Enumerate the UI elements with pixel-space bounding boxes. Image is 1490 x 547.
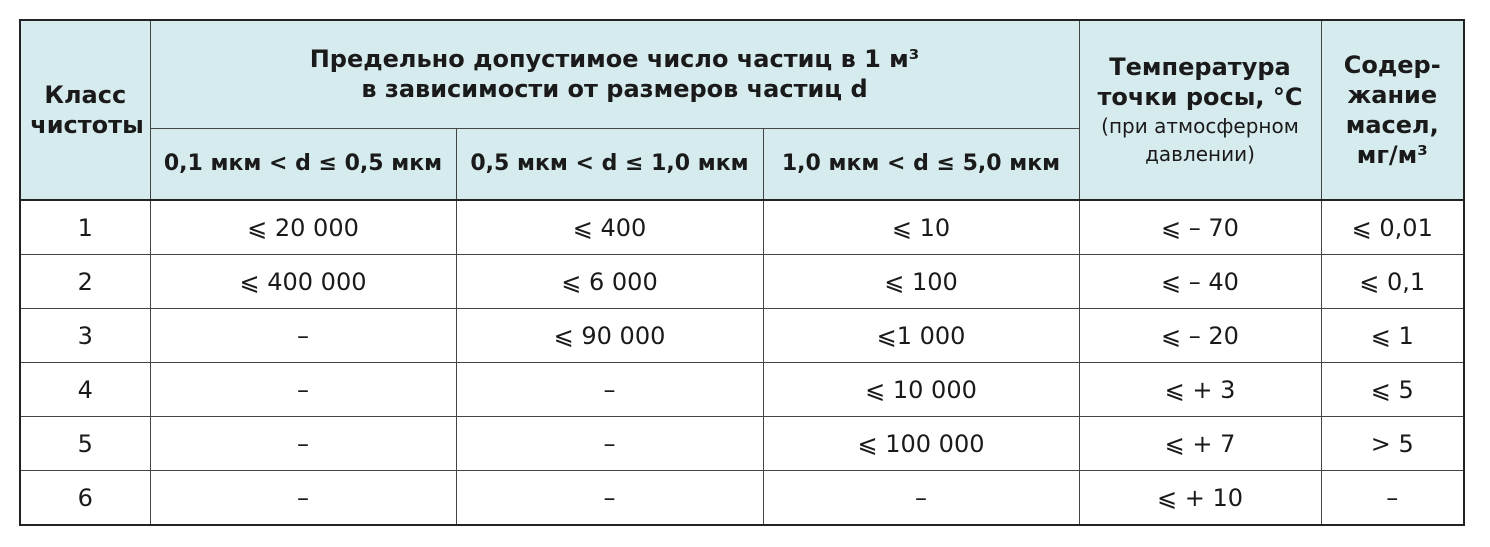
table-body	[20, 200, 1464, 525]
header-dew-point	[1079, 20, 1321, 200]
cell-particles-1-0-5-0: ⩽ 10 000	[763, 363, 1079, 417]
table-row	[20, 200, 1464, 255]
table-container	[19, 19, 1465, 526]
cell-particles-0-1-0-5: –	[150, 471, 456, 526]
cell-dew-point: ⩽ + 7	[1079, 417, 1321, 471]
table-row	[20, 309, 1464, 363]
cell-class: 3	[20, 309, 150, 363]
cell-particles-0-1-0-5: –	[150, 309, 456, 363]
cell-particles-0-1-0-5: –	[150, 363, 456, 417]
header-max-particles-line2: в зависимости от размеров частиц d	[361, 75, 868, 104]
table-header	[20, 20, 1464, 200]
cell-particles-1-0-5-0: ⩽ 100 000	[763, 417, 1079, 471]
air-purity-classes-table	[19, 19, 1465, 526]
table-row	[20, 363, 1464, 417]
cell-oil-content: ⩽ 0,1	[1321, 255, 1464, 309]
cell-particles-0-5-1-0: –	[456, 363, 763, 417]
cell-particles-0-5-1-0: ⩽ 6 000	[456, 255, 763, 309]
cell-dew-point: ⩽ – 70	[1079, 200, 1321, 255]
cell-dew-point: ⩽ – 40	[1079, 255, 1321, 309]
cell-class: 2	[20, 255, 150, 309]
cell-oil-content: ⩽ 0,01	[1321, 200, 1464, 255]
table-row	[20, 417, 1464, 471]
cell-particles-1-0-5-0: –	[763, 471, 1079, 526]
cell-particles-0-5-1-0: ⩽ 400	[456, 200, 763, 255]
cell-particles-0-5-1-0: –	[456, 471, 763, 526]
cell-class: 1	[20, 200, 150, 255]
cell-dew-point: ⩽ + 10	[1079, 471, 1321, 526]
header-size-range: 1,0 мкм < d ≤ 5,0 мкм	[763, 128, 1079, 200]
header-oil-content-label: Содер-жание масел, мг/м³	[1343, 51, 1441, 169]
cell-oil-content: –	[1321, 471, 1464, 526]
cell-oil-content: ⩽ 1	[1321, 309, 1464, 363]
cell-particles-1-0-5-0: ⩽ 10	[763, 200, 1079, 255]
header-purity-class	[20, 20, 150, 200]
table-row	[20, 255, 1464, 309]
header-dew-point-label: Температура точки росы, °С	[1097, 53, 1303, 111]
cell-particles-0-5-1-0: ⩽ 90 000	[456, 309, 763, 363]
cell-particles-0-1-0-5: ⩽ 20 000	[150, 200, 456, 255]
cell-oil-content: ⩽ 5	[1321, 363, 1464, 417]
header-size-range: 0,1 мкм < d ≤ 0,5 мкм	[150, 128, 456, 200]
cell-particles-0-1-0-5: ⩽ 400 000	[150, 255, 456, 309]
cell-particles-0-1-0-5: –	[150, 417, 456, 471]
cell-class: 4	[20, 363, 150, 417]
cell-dew-point: ⩽ + 3	[1079, 363, 1321, 417]
header-oil-content	[1321, 20, 1464, 200]
cell-dew-point: ⩽ – 20	[1079, 309, 1321, 363]
cell-class: 6	[20, 471, 150, 526]
cell-particles-1-0-5-0: ⩽ 100	[763, 255, 1079, 309]
cell-class: 5	[20, 417, 150, 471]
header-size-range: 0,5 мкм < d ≤ 1,0 мкм	[456, 128, 763, 200]
header-purity-class-label: Класс чистоты	[30, 81, 144, 139]
cell-particles-1-0-5-0: ⩽1 000	[763, 309, 1079, 363]
cell-particles-0-5-1-0: –	[456, 417, 763, 471]
header-dew-point-note: (при атмосферном давлении)	[1101, 114, 1299, 166]
header-max-particles	[150, 20, 1079, 128]
table-row	[20, 471, 1464, 526]
cell-oil-content: > 5	[1321, 417, 1464, 471]
header-max-particles-line1: Предельно допустимое число частиц в 1 м³	[309, 45, 920, 74]
